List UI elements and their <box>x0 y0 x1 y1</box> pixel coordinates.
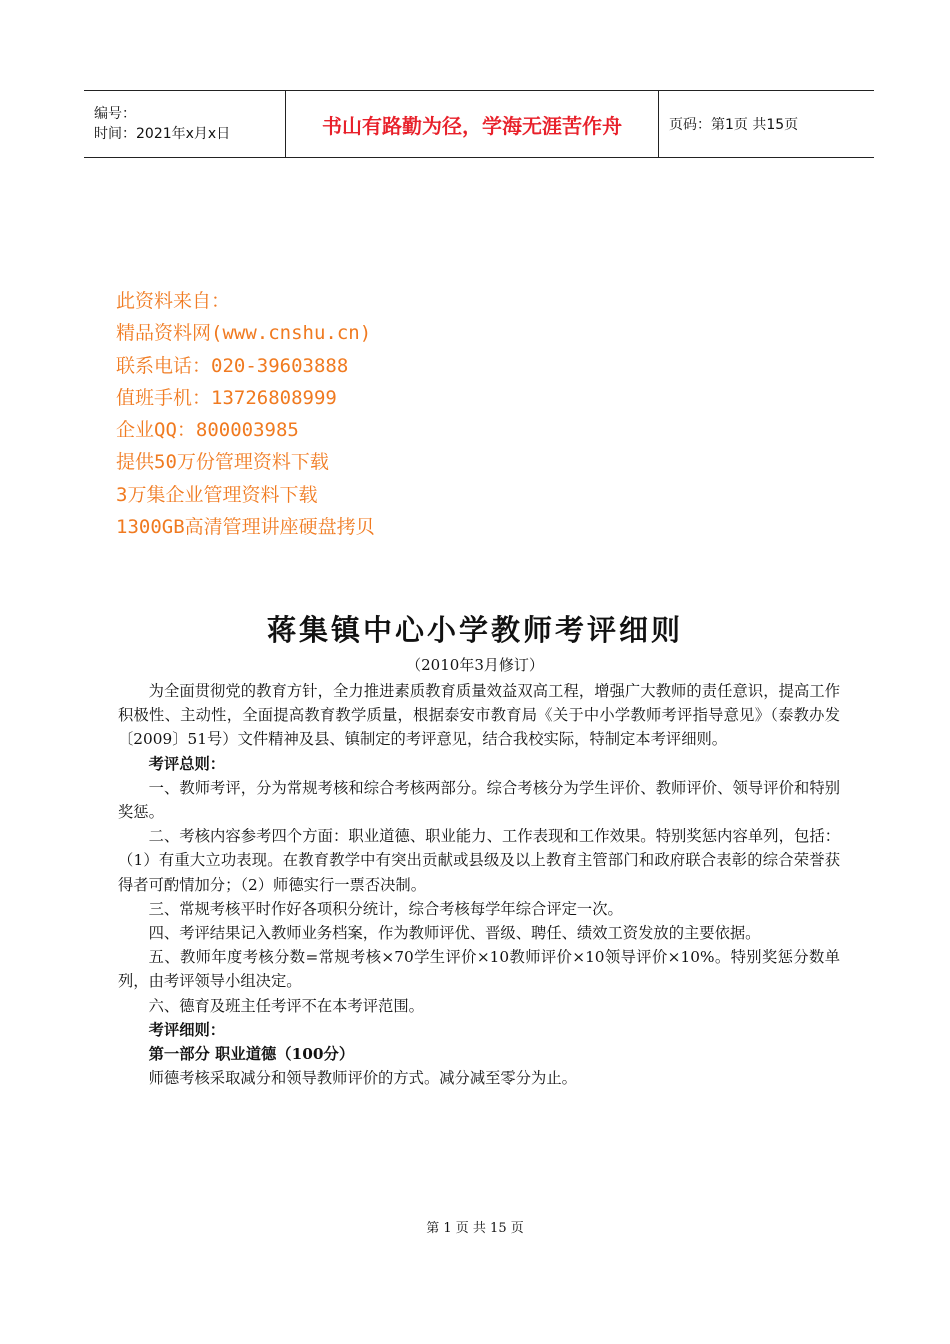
header-table <box>84 90 874 158</box>
document-title: 蒋集镇中心小学教师考评细则 <box>266 613 683 647</box>
number-label: 编号： <box>94 106 136 122</box>
promo-line: 3万集企业管理资料下载 <box>116 483 318 506</box>
promo-line: 联系电话：020-39603888 <box>116 354 349 377</box>
paragraph: 六、德育及班主任考评不在本考评范围。 <box>148 996 424 1015</box>
page-footer: 第 1 页 共 15 页 <box>426 1221 524 1236</box>
part-heading: 第一部分 职业道德（100分） <box>148 1045 355 1064</box>
promo-line: 1300GB高清管理讲座硬盘拷贝 <box>116 516 375 539</box>
header-motto-cell <box>286 91 659 157</box>
promo-line: 值班手机：13726808999 <box>116 386 337 409</box>
paragraph: 师德考核采取减分和领导教师评价的方式。减分减至零分为止。 <box>148 1069 577 1088</box>
paragraph: 三、常规考核平时作好各项积分统计，综合考核每学年综合评定一次。 <box>148 899 623 918</box>
promo-line: 提供50万份管理资料下载 <box>116 451 329 474</box>
document-body <box>118 679 840 1090</box>
motto-text: 书山有路勤为径，学海无涯苦作舟 <box>322 113 622 138</box>
header-meta-cell <box>84 91 286 157</box>
promo-block <box>116 285 375 543</box>
paragraph: 一、教师考评，分为常规考核和综合考核两部分。综合考核分为学生评价、教师评价、领导评价和特别奖惩。 <box>118 778 840 822</box>
paragraph: 为全面贯彻党的教育方针，全力推进素质教育质量效益双高工程，增强广大教师的责任意识，提高工作积极性、主动性，全面提高教育教学质量，根据泰安市教育局《关于中小学教师考评指导意见》（泰教办发〔2009〕51号）文件精神及县、镇制定的考评意见，结合我校实际，特制定本考评细则。 <box>118 682 840 749</box>
document-subtitle: （2010年3月修订） <box>406 656 544 674</box>
paragraph: 二、考核内容参考四个方面：职业道德、职业能力、工作表现和工作效果。特别奖惩内容单列，包括：（1）有重大立功表现。在教育教学中有突出贡献或县级及以上教育主管部门和政府联合表彰的综合荣誉获得者可酌情加分；（2）师德实行一票否决制。 <box>118 827 840 894</box>
section-heading: 考评总则： <box>148 754 226 773</box>
header-page-cell <box>659 91 874 157</box>
paragraph: 五、教师年度考核分数=常规考核×70学生评价×10教师评价×10领导评价×10%。特别奖惩分数单列，由考评领导小组决定。 <box>118 948 840 991</box>
time-label: 时间：2021年x月x日 <box>94 126 231 142</box>
paragraph: 四、考评结果记入教师业务档案，作为教师评优、晋级、聘任、绩效工资发放的主要依据。 <box>148 924 761 943</box>
section-heading: 考评细则： <box>148 1020 226 1039</box>
promo-line: 此资料来自： <box>116 290 231 312</box>
promo-line: 企业QQ：800003985 <box>116 419 299 442</box>
promo-line-website[interactable]: 精品资料网(www.cnshu.cn) <box>116 322 372 345</box>
page-info: 页码：第1页 共15页 <box>669 117 799 133</box>
